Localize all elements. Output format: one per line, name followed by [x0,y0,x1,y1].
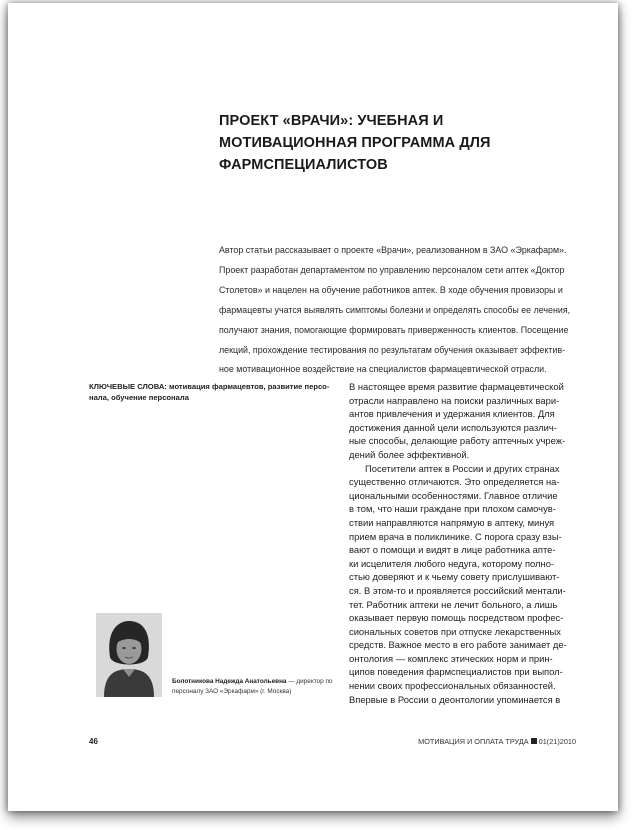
body-line: существенно отличаются. Это определяется на- [349,476,560,488]
author-photo [96,613,162,697]
body-line: вают о помощи и видят в лице работника апте- [349,544,556,556]
article-body [349,380,599,706]
abstract-line: лекций, прохождение тестирования по результатам обучения оказывает эффектив- [219,344,565,355]
author-role: — директор по [286,678,333,685]
abstract-line: получают знания, помогающие формировать приверженность клиентов. Посещение [219,324,569,335]
body-line: ципов поведения фармспециалистов при выпол- [349,666,563,678]
body-line: прием врача в поликлинике. С порога сразу взы- [349,530,562,542]
body-line: антов привлечения и удержания клиентов. Для [349,408,555,420]
abstract-line: Проект разработан департаментом по управлению персоналом сети аптек «Доктор [219,264,565,275]
abstract-line: фармацевты учатся выявлять симптомы болезни и определять способы ее лечения, [219,304,571,315]
body-line: дений более эффективной. [349,448,470,460]
author-name: Болотникова Надежда Анатольевна [172,678,287,685]
article-abstract [219,241,604,380]
square-bullet-icon [531,738,537,744]
issue-number: 01(21)2010 [538,737,576,746]
keywords-line: КЛЮЧЕВЫЕ СЛОВА: мотивация фармацевтов, развитие персо- [89,382,330,391]
body-line: в том, что наши граждане при плохом самочув- [349,503,556,515]
body-line: достижения данной цели используются различ- [349,421,557,433]
body-line: сиональных советов при отпуске лекарственных [349,625,561,637]
abstract-line: ное мотивационное воздействие на специалистов фармацевтической отрасли. [219,364,547,375]
body-line: ные способы, делающие работу аптечных учреж- [349,435,566,447]
author-role-line: персоналу ЗАО «Эркафарм» (г. Москва) [172,688,292,695]
title-line: МОТИВАЦИОННАЯ ПРОГРАММА ДЛЯ [219,135,491,151]
body-line: ствии направляются напрямую в аптеку, минуя [349,516,555,528]
keywords [89,381,329,403]
journal-page [8,3,618,811]
body-line: нении своих профессиональных обязанностей. [349,680,556,692]
keywords-line: нала, обучение персонала [89,393,189,402]
journal-name: МОТИВАЦИЯ И ОПЛАТА ТРУДА [418,737,529,746]
body-line: В настоящее время развитие фармацевтической [349,381,564,392]
body-line: стью доверяют и к чьему совету прислушивают- [349,571,560,583]
article-title [219,110,579,176]
body-line: Посетители аптек в России и других странах [365,462,560,474]
body-line: средств. Важное место в его работе занимает де- [349,639,567,651]
body-line: отрасли направлено на поиски различных вари- [349,394,560,406]
page-number: 46 [89,737,98,746]
body-line: оказывает первую помощь посредством профес- [349,612,564,624]
author-portrait-image [96,613,162,697]
body-line: ся. В этом-то и проявляется российский ментали- [349,584,566,596]
running-footer [418,737,576,746]
body-line: Впервые в России о деонтологии упоминается в [349,693,561,705]
body-line: ки исцелителя любого недуга, которому полно- [349,557,555,569]
title-line: ФАРМСПЕЦИАЛИСТОВ [219,157,388,173]
abstract-line: Столетов» и нацелен на обучение работников аптек. В ходе обучения провизоры и [219,284,563,295]
body-line: тет. Работник аптеки не лечит больного, а лишь [349,598,558,610]
body-line: циональными особенностями. Главное отличие [349,489,558,501]
body-line: онтология — комплекс этических норм и прин- [349,652,553,664]
title-line: ПРОЕКТ «ВРАЧИ»: УЧЕБНАЯ И [219,113,444,129]
abstract-line: Автор статьи рассказывает о проекте «Врачи», реализованном в ЗАО «Эркафарм». [219,245,567,255]
author-caption [172,677,342,697]
